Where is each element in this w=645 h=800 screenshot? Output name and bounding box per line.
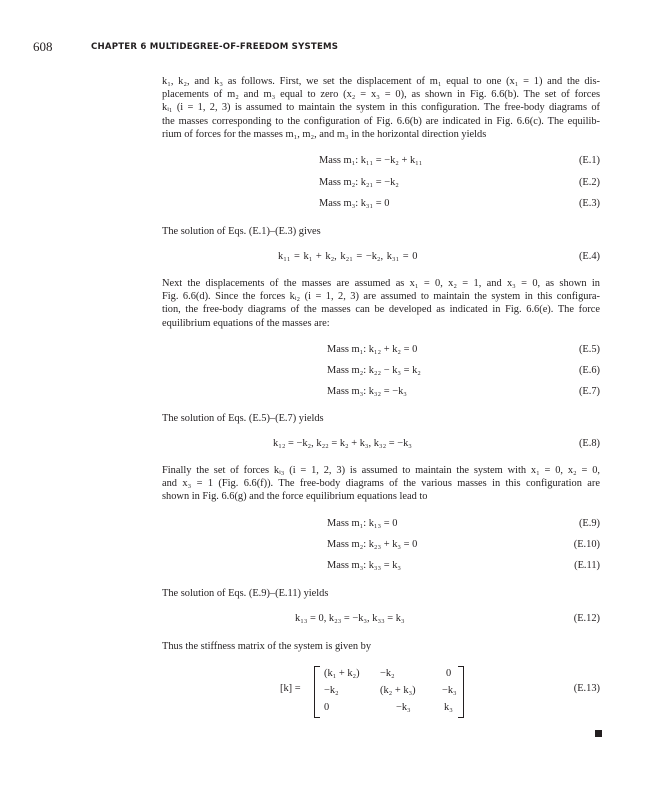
text-line: rium of forces for the masses m₁, m₂, and m₃ in the horizontal direction yields	[162, 128, 487, 140]
text-line: shown in Fig. 6.6(g) and the force equilibrium equations lead to	[162, 491, 428, 503]
equation-text: Mass m₁: k₁₁ = −k₂ + k₁₁	[319, 155, 423, 166]
matrix-cell: −k₂	[324, 685, 339, 696]
text-line: kᵢ₁ (i = 1, 2, 3) is assumed to maintain the system in this configuration. The free-body diagrams of	[162, 102, 600, 114]
text-line: placements of m₂ and m₃ equal to zero (x₂ = x₃ = 0), as shown in Fig. 6.6(b). The set of forces	[162, 89, 600, 101]
text-line: The solution of Eqs. (E.9)–(E.11) yields	[162, 588, 329, 599]
equation-number: (E.13)	[573, 683, 600, 694]
equation-e12	[162, 613, 600, 627]
text-line: Next the displacements of the masses are assumed as x₁ = 0, x₂ = 1, and x₃ = 0, as shown in	[162, 278, 600, 289]
text-line: The solution of Eqs. (E.1)–(E.3) gives	[162, 226, 321, 237]
text-line: The solution of Eqs. (E.5)–(E.7) yields	[162, 413, 324, 424]
equation-text: k₁₂ = −k₂, k₂₂ = k₂ + k₃, k₃₂ = −k₃	[273, 438, 412, 449]
stiffness-matrix-equation	[280, 666, 600, 718]
equation-e9	[162, 518, 600, 532]
equation-number: (E.8)	[578, 438, 600, 449]
equation-number: (E.9)	[578, 518, 600, 529]
text-line: equilibrium equations of the masses are:	[162, 317, 330, 329]
equation-text: k₁₁ = k₁ + k₂, k₂₁ = −k₂, k₃₁ = 0	[278, 251, 418, 262]
equation-e4	[162, 251, 600, 265]
equation-text: Mass m₃: k₃₃ = k₃	[327, 560, 402, 571]
equation-e3	[162, 198, 600, 212]
matrix-cell: −k₂	[380, 668, 395, 679]
equation-number: (E.5)	[578, 344, 600, 355]
equation-e1	[162, 155, 600, 169]
paragraph-7	[162, 640, 600, 653]
matrix-cell: −k₃	[396, 702, 411, 713]
equation-number: (E.3)	[578, 198, 600, 209]
matrix-cell: −k₃	[442, 685, 457, 696]
paragraph-2	[162, 225, 600, 238]
stiffness-matrix	[314, 666, 464, 718]
equation-number: (E.2)	[578, 177, 600, 188]
equation-number: (E.1)	[578, 155, 600, 166]
matrix-cell: 0	[324, 702, 330, 713]
equation-e8	[162, 438, 600, 452]
text-line: Thus the stiffness matrix of the system is given by	[162, 641, 372, 652]
paragraph-3	[162, 277, 600, 330]
text-line: the masses corresponding to the configuration of Fig. 6.6(b) are indicated in Fig. 6.6(c). The equilib-	[162, 115, 600, 127]
page-number: 608	[33, 39, 53, 54]
equation-text: Mass m₁: k₁₃ = 0	[327, 518, 398, 529]
equation-e7	[162, 386, 600, 400]
text-line: tion, the free-body diagrams of the masses can be developed as indicated in Fig. 6.6(e). The force	[162, 304, 600, 316]
paragraph-4	[162, 412, 600, 425]
equation-number: (E.12)	[573, 613, 600, 624]
equation-number: (E.4)	[578, 251, 600, 262]
text-line: Finally the set of forces kᵢ₃ (i = 1, 2, 3) is assumed to maintain the system with x₁ = 0, x₂ = 0,	[162, 465, 600, 476]
equation-number: (E.10)	[573, 539, 600, 550]
equation-number: (E.7)	[578, 386, 600, 397]
equation-text: k₁₃ = 0, k₂₃ = −k₃, k₃₃ = k₃	[295, 613, 405, 624]
paragraph-1	[162, 75, 600, 141]
left-bracket	[314, 666, 320, 718]
equation-e11	[162, 560, 600, 574]
matrix-cell: (k₂ + k₃)	[380, 685, 416, 696]
equation-e10	[162, 539, 600, 553]
equation-text: Mass m₂: k₂₂ − k₃ = k₂	[327, 365, 421, 376]
page-header	[33, 39, 613, 56]
matrix-cell: 0	[446, 668, 452, 679]
equation-text: Mass m₂: k₂₃ + k₃ = 0	[327, 539, 418, 550]
equation-e6	[162, 365, 600, 379]
equation-number: (E.6)	[578, 365, 600, 376]
equation-number: (E.11)	[574, 560, 600, 571]
matrix-cell: (k₁ + k₂)	[324, 668, 360, 679]
text-line: and x₃ = 1 (Fig. 6.6(f)). The free-body diagrams of the various masses in this configuration are	[162, 478, 600, 490]
paragraph-5	[162, 464, 600, 504]
matrix-cell: k₃	[444, 702, 453, 713]
running-head: CHAPTER 6 MULTIDEGREE-OF-FREEDOM SYSTEMS	[91, 42, 339, 52]
paragraph-6	[162, 587, 600, 600]
equation-text: Mass m₂: k₂₁ = −k₂	[319, 177, 399, 188]
equation-text: Mass m₁: k₁₂ + k₂ = 0	[327, 344, 418, 355]
equation-e5	[162, 344, 600, 358]
equation-text: Mass m₃: k₃₂ = −k₃	[327, 386, 407, 397]
equation-text: Mass m₃: k₃₁ = 0	[319, 198, 390, 209]
text-line: Fig. 6.6(d). Since the forces kᵢ₂ (i = 1, 2, 3) are assumed to maintain the system in this configura-	[162, 291, 600, 303]
equation-e2	[162, 177, 600, 191]
matrix-lhs: [k] =	[280, 683, 301, 694]
text-line: k₁, k₂, and k₃ as follows. First, we set the displacement of m₁ equal to one (x₁ = 1) and the dis-	[162, 76, 600, 87]
right-bracket	[458, 666, 464, 718]
end-of-example-mark	[595, 730, 602, 737]
